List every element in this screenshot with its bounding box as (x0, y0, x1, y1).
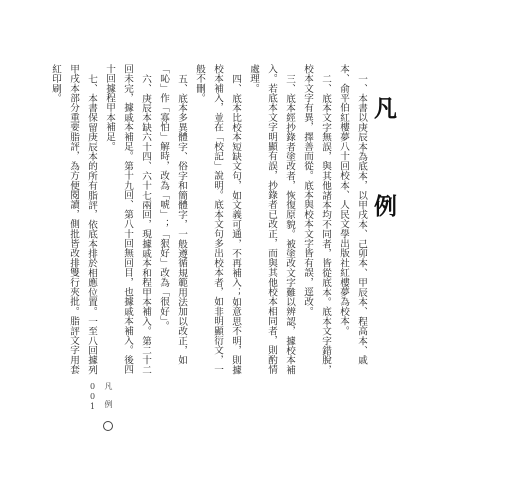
guideline-entry-1: 一、本書以庚辰本為底本，以甲戌本、己卯本、甲辰本、程高本、戚本、俞平伯紅樓夢八十回校本、人民文學出版社紅樓夢為校本。 (338, 64, 367, 365)
guideline-entry-4: 四、底本比校本短缺文句，如文義可通，不再補入；如意思不明，則據校本補入，並在「校記」說明。底本文句多出校本者，如非明顯衍文，一般不刪。 (194, 64, 241, 375)
footer-label: 凡 例 (104, 382, 113, 409)
guideline-entry-5: 五、底本多異體字、俗字和簡體字，一般遵循規範用法加以改正，如「吣」作「寡怕」解時，改為「唬」；「狠好」改為「很好」。 (158, 64, 187, 365)
page-number: 001 (88, 382, 97, 412)
guideline-entry-3: 三、底本經抄錄者塗改者，恢復原貌。被塗改文字難以辨認，據校本補入。若底本文字明顯有誤，抄錄者已改正，而與其他校本相同者，則酌情處理。 (248, 64, 295, 375)
page-title: 凡 例 (370, 96, 397, 243)
guideline-entry-2: 二、底本文字無誤，與其他諸本均不同者，皆從底本。底本文字錯脫，校本文字有異，擇善而從。底本與校本文字皆有誤，逕改。 (302, 64, 331, 375)
guideline-entry-6: 六、庚辰本缺六十四、六十七兩回，現據戚本和程甲本補入。第二十二回未完，據戚本補足。第十九回、第八十回無回目，也據戚本補入。後四十回據程甲本補足。 (104, 64, 151, 375)
page-footer (88, 382, 116, 442)
guideline-entry-7: 七、本書保留庚辰本的所有脂評，依底本排於相應位置。一至八回據列甲戌本部分重要脂評，為方便閱讀，側批皆改排雙行夾批。脂評文字用套紅印刷。 (50, 64, 97, 375)
guidelines-body (50, 64, 370, 378)
circle-ornament-icon (103, 421, 113, 431)
